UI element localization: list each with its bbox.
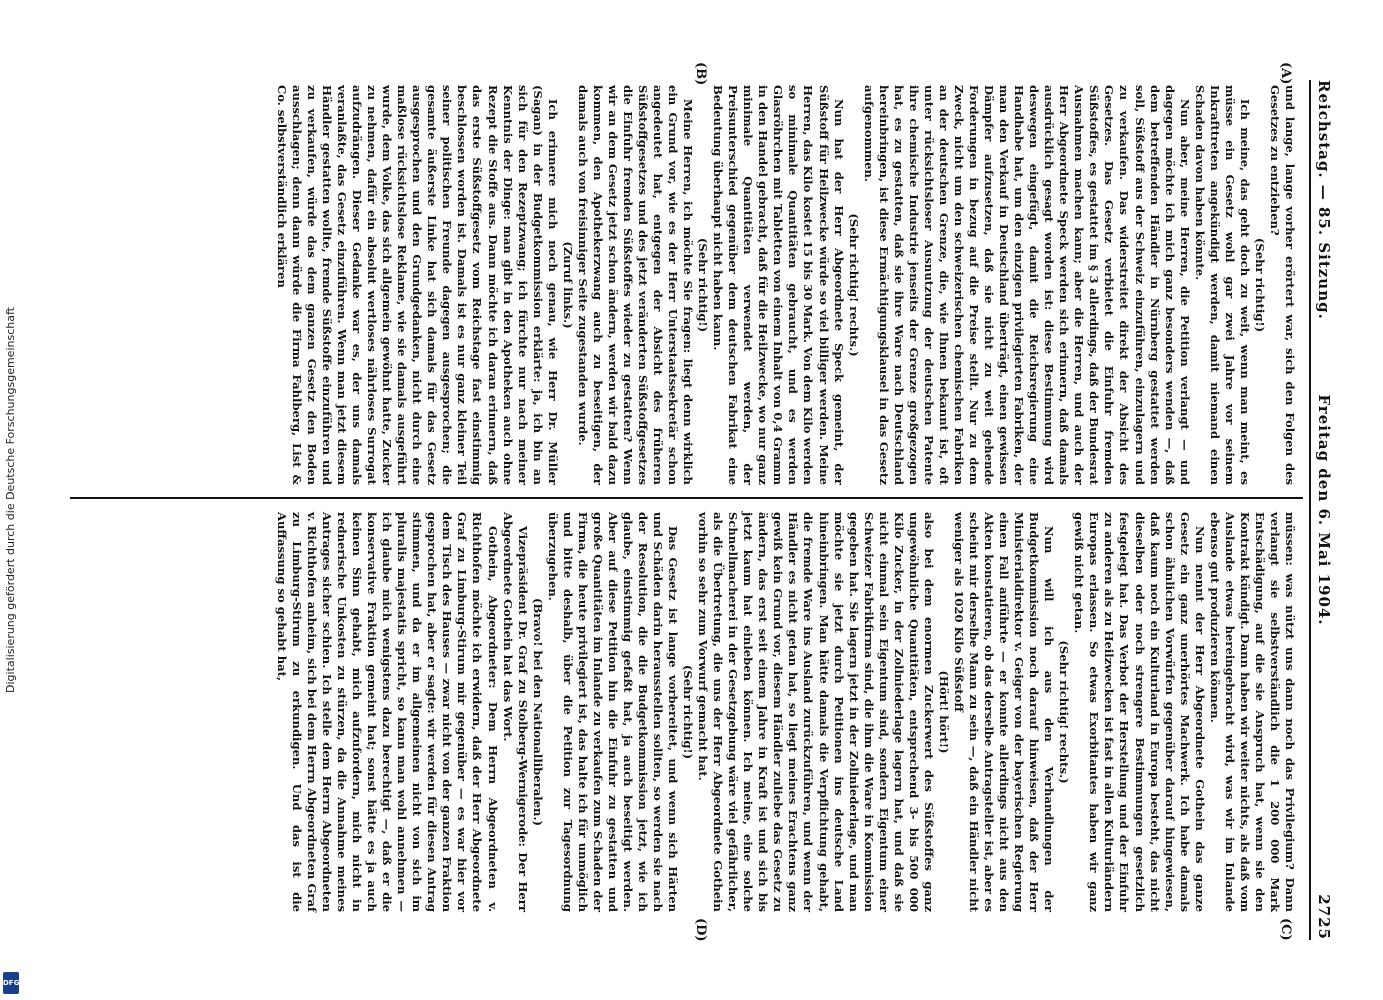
paragraph: Nun aber, meine Herren, die Petition verlangt — und dagegen möchte ich mich ganz besonders wenden —, daß dem betreffenden Händler in Nürnberg gestattet werden soll, Süßstoff aus der Schweiz einzuführen, einzulagern und zu verkaufen. Das widerstreitet direkt der Absicht des Gesetzes. Das Gesetz verbietet die Einfuhr fremden Süßstoffes, es gestattet im § 3 allerdings, daß der Bundesrat Ausnahmen machen kann; aber die Herren, und auch der Herr Abgeordnete Speck werden sich erinnern, daß damals ausdrücklich gesagt worden ist: diese Bestimmung wird deswegen eingefügt, damit die Reichsregierung eine Handhabe hat, um den einzigen privilegierten Fabriken, der man den Verkauf in Deutschland überträgt, einen gewissen Dämpfer aufzusetzen, daß sie nicht zu weit gehende Forderungen in bezug auf die Preise stellt. Nur zu dem Zweck, nicht um den schweizerischen chemischen Fabriken an der deutschen Grenze, die, wie Ihnen bekannt ist, oft unter rücksichtsloser Ausnutzung der deutschen Patente ihre chemische Industrie jenseits der Grenze großgezogen hat, es zu gestatten, daß sie ihre Ware nach Deutschland hereinbringen, ist diese Ermächtigungsklausel in das Gesetz aufgenommen. bbox=[861, 85, 1192, 485]
interjection: (Sehr richtig! rechts.) bbox=[846, 213, 861, 357]
marker-b: (B) bbox=[693, 62, 708, 86]
marker-c: (C) bbox=[1278, 918, 1293, 941]
speaker-paragraph: Vizepräsident Dr. Graf zu Stolberg-Wernigerode: Der Herr Abgeordnete Gothein hat das Wort. bbox=[500, 512, 530, 912]
interjection: (Sehr richtig!) bbox=[1252, 237, 1267, 333]
interjection: (Zuruf links.) bbox=[560, 241, 575, 329]
speaker-paragraph: Gothein, Abgeordneter: Dem Herrn Abgeordneten v. Richthofen möchte ich erwidern, daß der Herr Abgeordnete Graf zu Limburg-Stirum mir gegenüber — es war hier vor dem Tisch des Hauses — zwar nicht von der ganzen Fraktion gesprochen hat, aber er sagte: wir werden für diesen Antrag stimmen, und da er im allgemeinen nicht von sich im pluralis majestatis spricht, so kann man wohl annehmen — ich glaube mich wenigstens dazu berechtigt —, daß er die konservative Fraktion gemeint hat; sonst hätte es ja auch keinen Sinn gehabt, mich aufzufordern, mich nicht in rednerische Unkosten zu stürzen, da die Annahme meines Antrages sicher schien. Ich stelle dem Herrn Abgeordneten v. Richthofen anheim, sich bei dem Herrn Abgeordneten Graf zu Limburg-Stirum zu erkundigen. Und das ist die Auffassung so gehabt hat, bbox=[274, 512, 500, 912]
paragraph: Nun nennt der Herr Abgeordnete Gothein das ganze Gesetz ein ganz unerhörtes Machwerk. Ich habe damals schon ähnlichen Vorwürfen gegenüber darauf hingewiesen, daß kaum noch ein Kulturland in Europa besteht, das nicht dieselben oder noch strengere Bestimmungen gesetzlich festgelegt hat. Das Verbot der Herstellung und der Einfuhr zu anderen als zu Heilzwecken ist fast in allen Kulturländern Europas erlassen. So etwas Exorbitantes haben wir ganz gewiß nicht getan. bbox=[1072, 512, 1207, 912]
marker-d: (D) bbox=[693, 918, 708, 942]
paragraph: Meine Herren, ich möchte Sie fragen: liegt denn wirklich ein Grund vor, wie es der Herr Unterstaatssekretär schon angedeutet hat, entgegen der Absicht des früheren Süßstoffgesetzes und des jetzt veränderten Süßstoffgesetzes die Einfuhr fremden Süßstoffes wieder zu gestatten? Wenn wir an dem Gesetz jetzt schon ändern, werden wir bald dazu kommen, den Apothekerzwang auch zu beseitigen, der damals auch von freisinniger Seite zugestanden wurde. bbox=[575, 85, 696, 485]
header-date: Freitag den 6. Mai 1904. bbox=[1315, 394, 1333, 626]
paragraph: müssen: was nützt uns dann noch das Privilegium? Dann verlangt sie selbstverständlich die 1 200 000 Mark Entschädigung, auf die sie Anspruch hat, wenn sie den Kontrakt kündigt. Dann haben wir weiter nichts, als daß vom Auslande etwas hereingebracht wird, was wir im Inlande ebenso gut produzieren können. bbox=[1207, 512, 1297, 912]
paragraph: Nun will ich aus den Verhandlungen der Budgetkommission noch darauf hinweisen, daß der Herr Ministerialdirektor v. Geiger von der bayerischen Regierung einen Fall anführte — er konnte allerdings nicht aus den Akten konstatieren, ob das derselbe Antragsteller ist, aber es scheint mir derselbe Mann zu sein —, daß ein Händler nicht weniger als 1020 Kilo Süßstoff bbox=[951, 512, 1057, 912]
marker-a: (A) bbox=[1278, 62, 1293, 85]
page-number: 2725 bbox=[1315, 894, 1333, 940]
footer-credit: Digitalisierung gefördert durch die Deutsche Forschungsgemeinschaft bbox=[4, 307, 17, 693]
paragraph: Nun hat der Herr Abgeordnete Speck gemeint, der Süßstoff für Heilzwecke würde so viel billiger werden. Meine Herren, das Kilo kostet 15 bis 30 Mark. Von dem Kilo werden so minimale Quantitäten gebraucht, und es werden Glasröhrchen mit Tabletten von einem Inhalt von 0,4 Gramm in den Handel gebracht, daß für die Heilzwecke, wo nur ganz minimale Quantitäten verwendet werden, der Preisunterschied gegenüber dem deutschen Fabrikat eine Bedeutung überhaupt nicht haben kann. bbox=[711, 85, 846, 485]
header-left: Reichstag. — 85. Sitzung. bbox=[1315, 80, 1333, 320]
page-header bbox=[1311, 80, 1333, 940]
left-column bbox=[70, 85, 1297, 485]
paragraph: und lange, lange vorher erörtert war, sich den Folgen des Gesetzes zu entziehen? bbox=[1267, 85, 1297, 485]
column-divider bbox=[70, 497, 1303, 499]
header-rule bbox=[1309, 80, 1311, 940]
footer-strip bbox=[0, 0, 22, 1000]
dfg-logo: DFG bbox=[3, 972, 19, 994]
right-column bbox=[70, 512, 1297, 912]
interjection: (Sehr richtig!) bbox=[681, 664, 696, 760]
paragraph: Ich meine, das geht doch zu weit, wenn man meint, es müsse ein Gesetz wohl gar zwei Jahre vor seinem Inkrafttreten angekündigt werden, damit niemand einen Schaden davon haben könnte. bbox=[1192, 85, 1252, 485]
paragraph: also bei dem enormen Zuckerwert des Süßstoffes ganz ungewöhnliche Quantitäten, entsprechend 3- bis 500 000 Kilo Zucker, in der Zollniederlage lagern hat, und daß sie nicht einmal sein Eigentum sind, sondern Eigentum einer Schweizer Fabrikfirma sind, die ihm die Ware in Kommission gegeben hat. Sie lagern jetzt in der Zollniederlage, und man möchte sie jetzt durch Petitionen ins deutsche Land hineinbringen. Man hätte damals die Verpflichtung gehabt, die fremde Ware ins Ausland zurückzuführen, und wenn der Händler es nicht getan hat, so liegt meines Erachtens ganz gewiß kein Grund vor, diesem Händler zuliebe das Gesetz zu ändern, das erst seit einem Jahre in Kraft ist und sich bis jetzt kaum hat einleben können. Ich meine, eine solche Schnellmacherei in der Gesetzgebung wäre viel gefährlicher, als die Übertretung, die uns der Herr Abgeordnete Gothein vorhin so sehr zum Vorwurf gemacht hat. bbox=[696, 512, 936, 912]
interjection: (Bravo! bei den Nationalliberalen.) bbox=[530, 598, 545, 826]
interjection: (Sehr richtig! rechts.) bbox=[1057, 640, 1072, 784]
paragraph: Das Gesetz ist lange vorbereitet, und wenn sich Härten und Schäden darin herausstellen sollten, so werden sie nach der Resolution, die die Budgetkommission jetzt, wie ich glaube, einstimmig gefaßt hat, ja auch beseitigt werden. Aber auf diese Petition hin die Einfuhr zu gestatten und große Quantitäten im Inlande zu verkaufen zum Schaden der Firma, die heute privilegiert ist, das halte ich für unmöglich und bitte deshalb, über die Petition zur Tagesordnung überzugehen. bbox=[545, 512, 681, 912]
paragraph: Ich erinnere mich noch genau, wie Herr Dr. Müller (Sagan) in der Budgetkommission erklärte: ja, ich bin an sich für den Rezeptzwang; ich fürchte nur nach meiner Kenntnis der Dinge: man gibt in den Apotheken auch ohne Rezept die Stoffe aus. Dann möchte ich daran erinnern, daß das erste Süßstoffgesetz vom Reichstage fast einstimmig beschlossen worden ist. Damals ist es nur ganz kleiner Teil seiner politischen Freunde dagegen ausgesprochen; die gesamte äußerste Linke hat sich damals für das Gesetz ausgesprochen und den Grundgedanken, nicht durch eine maßlose rücksichtslose Reklame, wie sie damals ausgeführt wurde, dem Volke, das sich allgemein gewöhnt hatte, Zucker zu nehmen, dafür ein absolut wertloses nährloses Surrogat aufzudrängen. Dieser Gedanke war es, der uns damals veranlaßte, das Gesetz einzuführen. Wenn man jetzt diesem Händler gestatten wollte, fremde Süßstoffe einzuführen und zu verkaufen, würde das dem ganzen Gesetz den Boden ausschlagen; denn dann würde die Firma Fahlberg, List & Co. selbstverständlich erklären bbox=[274, 85, 560, 485]
interjection: (Sehr richtig!) bbox=[696, 237, 711, 333]
interjection: (Hört! hört!) bbox=[936, 670, 951, 754]
